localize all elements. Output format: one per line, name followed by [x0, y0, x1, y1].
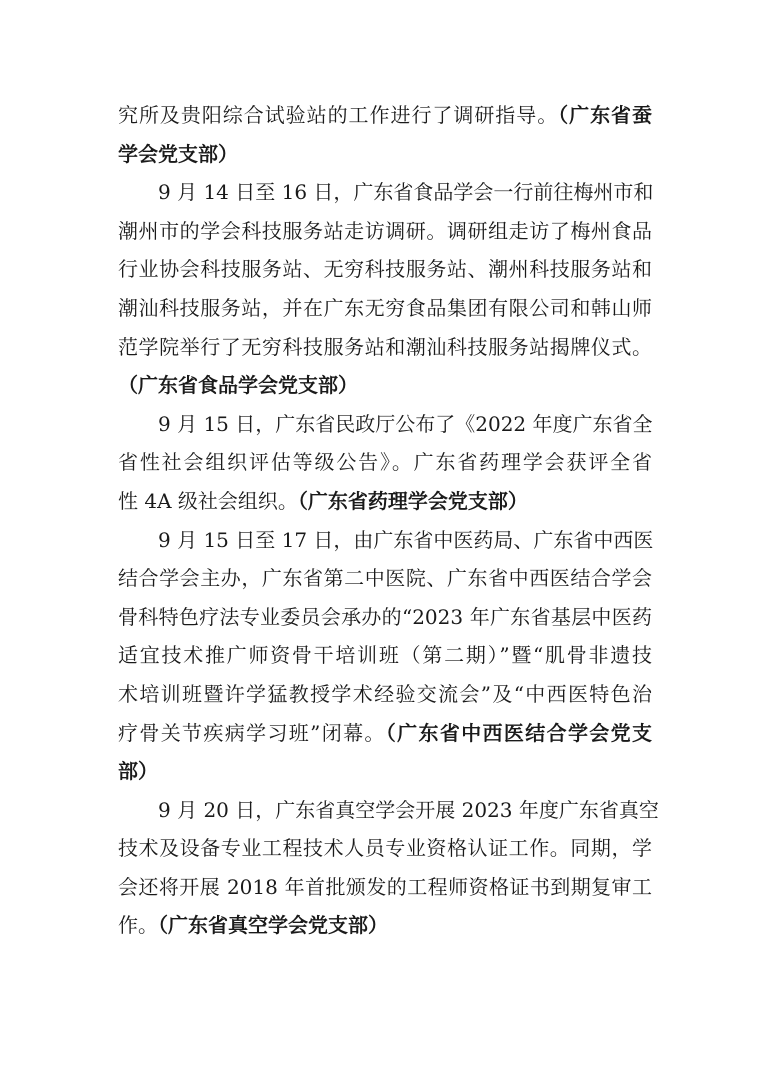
paragraph-text: 究所及贵阳综合试验站的工作进行了调研指导。 — [118, 103, 559, 127]
source-attribution: （广东省蚕 — [558, 103, 653, 127]
paragraph-text: 技术及设备专业工程技术人员专业资格认证工作。同期，学 — [118, 836, 652, 861]
paragraph-text: 适宜技术推广师资骨干培训班（第二期）”暨“肌骨非遗技 — [118, 643, 652, 668]
paragraph-text: 范学院举行了无穷科技服务站和潮汕科技服务站揭牌仪式。 — [118, 334, 652, 359]
paragraph-text: 会还将开展 2018 年首批颁发的工程师资格证书到期复审工 — [118, 874, 652, 899]
paragraph-text: 结合学会主办，广东省第二中医院、广东省中西医结合学会 — [118, 566, 652, 591]
paragraph-line — [118, 714, 652, 753]
paragraph-text: 省性社会组织评估等级公告》。广东省药理学会获评全省 — [118, 450, 652, 475]
paragraph-line — [118, 559, 652, 598]
paragraph-line — [118, 405, 652, 444]
paragraph-line — [118, 868, 652, 907]
paragraph-text: 疗骨关节疾病学习班”闭幕。 — [118, 720, 386, 745]
paragraph-line — [118, 443, 652, 482]
paragraph-line — [118, 135, 652, 174]
paragraph-text: 骨科特色疗法专业委员会承办的“2023 年广东省基层中医药 — [118, 604, 652, 629]
paragraph-text: 术培训班暨许学猛教授学术经验交流会”及“中西医特色治 — [118, 681, 652, 706]
paragraph-line — [118, 675, 652, 714]
paragraph-line — [118, 521, 652, 560]
paragraph-text: 作。 — [118, 913, 158, 938]
paragraph-text: 9 月 15 日，广东省民政厅公布了《2022 年度广东省全 — [158, 411, 653, 436]
paragraph-line — [118, 636, 652, 675]
paragraph-text: 行业协会科技服务站、无穷科技服务站、潮州科技服务站和 — [118, 257, 652, 282]
paragraph-line — [118, 212, 652, 251]
paragraph-line — [118, 752, 652, 791]
paragraph-text: 9 月 15 日至 17 日，由广东省中医药局、广东省中西医 — [158, 527, 654, 552]
source-attribution: 部） — [118, 759, 158, 784]
source-attribution: （广东省真空学会党支部） — [158, 913, 388, 938]
paragraph-line — [118, 791, 659, 830]
paragraph-line — [118, 328, 652, 367]
paragraph-text: 潮汕科技服务站，并在广东无穷食品集团有限公司和韩山师 — [118, 295, 652, 320]
paragraph-text: 潮州市的学会科技服务站走访调研。调研组走访了梅州食品 — [118, 218, 652, 243]
paragraph-text: 9 月 14 日至 16 日，广东省食品学会一行前往梅州市和 — [158, 180, 654, 205]
paragraph-line — [118, 366, 652, 405]
paragraph-line — [118, 96, 652, 135]
paragraph-line — [118, 906, 652, 945]
paragraph-text: 9 月 20 日，广东省真空学会开展 2023 年度广东省真空 — [158, 797, 659, 822]
paragraph-line — [118, 173, 652, 212]
source-attribution: （广东省药理学会党支部） — [297, 488, 528, 513]
source-attribution: （广东省中西医结合学会党支 — [385, 720, 653, 745]
source-attribution: 学会党支部） — [118, 141, 238, 166]
paragraph-line — [118, 829, 652, 868]
paragraph-text: 性 4A 级社会组织。 — [118, 488, 298, 513]
document-body — [118, 96, 659, 945]
paragraph-line — [118, 482, 652, 521]
paragraph-line — [118, 598, 652, 637]
paragraph-line — [118, 289, 652, 328]
paragraph-line — [118, 250, 652, 289]
source-attribution: （广东省食品学会党支部） — [118, 373, 358, 398]
